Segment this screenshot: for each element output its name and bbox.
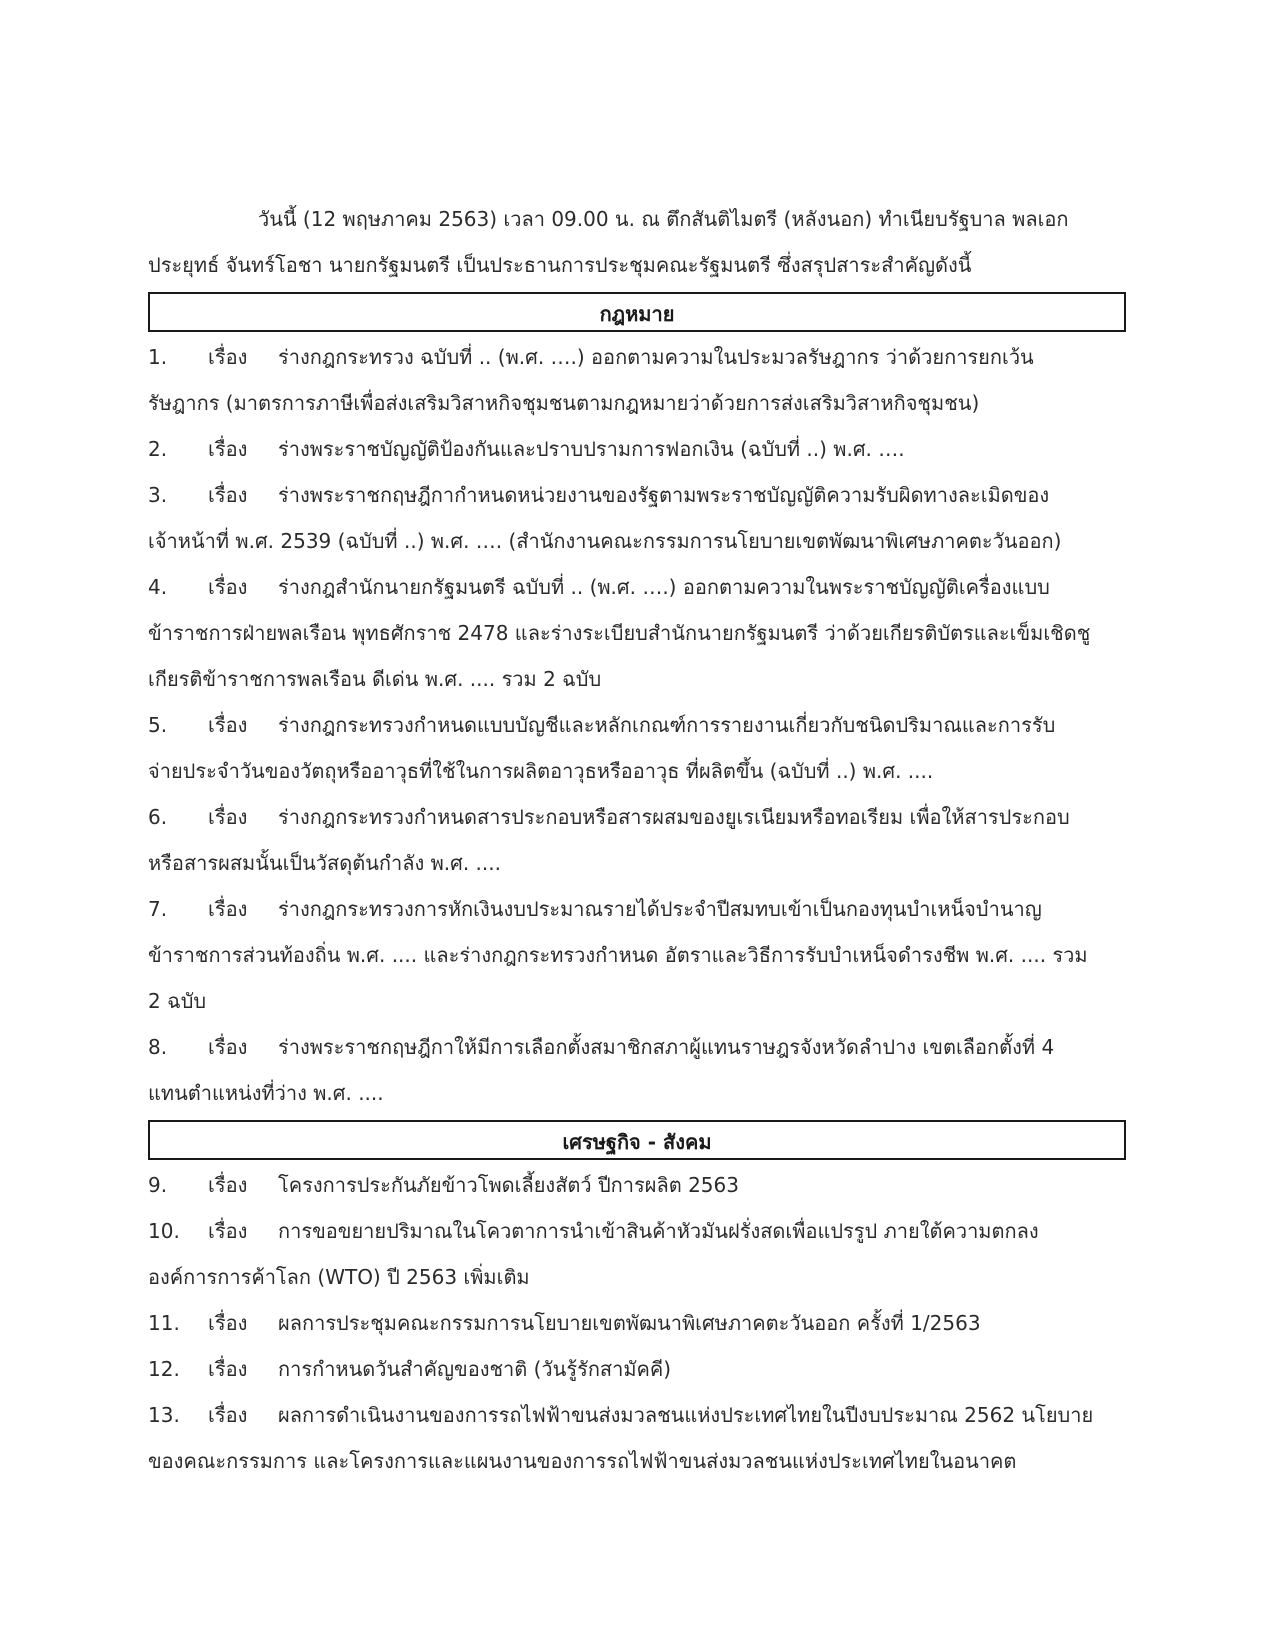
item-title: ร่างพระราชกฤษฎีกากำหนดหน่วยงานของรัฐตามพระราชบัญญัติความรับผิดทางละเมิดของ	[278, 483, 1050, 507]
item-keyword: เรื่อง	[208, 897, 248, 921]
intro-line: วันนี้ (12 พฤษภาคม 2563) เวลา 09.00 น. ณ ตึกสันติไมตรี (หลังนอก) ทำเนียบรัฐบาล พลเอก	[258, 207, 1069, 231]
item-title: การขอขยายปริมาณในโควตาการนำเข้าสินค้าหัวมันฝรั่งสดเพื่อแปรรูป ภายใต้ความตกลง	[278, 1219, 1039, 1243]
item-title: ร่างพระราชบัญญัติป้องกันและปราบปรามการฟอกเงิน (ฉบับที่ ..) พ.ศ. ….	[278, 437, 905, 461]
intro-paragraph	[148, 196, 1126, 288]
agenda-item-line	[148, 1208, 1126, 1254]
document-body	[148, 196, 1126, 1484]
item-keyword: เรื่อง	[208, 483, 248, 507]
section-header: กฎหมาย	[148, 292, 1126, 332]
item-number: 13.	[148, 1403, 180, 1427]
agenda-item-line	[148, 1392, 1126, 1438]
item-keyword: เรื่อง	[208, 805, 248, 829]
item-continuation: รัษฎากร (มาตรการภาษีเพื่อส่งเสริมวิสาหกิจชุมชนตามกฎหมายว่าด้วยการส่งเสริมวิสาหกิจชุมชน)	[148, 391, 980, 415]
item-keyword: เรื่อง	[208, 575, 248, 599]
item-continuation: ข้าราชการส่วนท้องถิ่น พ.ศ. .... และร่างกฎกระทรวงกำหนด อัตราและวิธีการรับบำเหน็จดำรงชีพ พ.ศ. .... รวม	[148, 943, 1088, 967]
agenda-item	[148, 334, 1126, 426]
item-title: ผลการดำเนินงานของการรถไฟฟ้าขนส่งมวลชนแห่งประเทศไทยในปีงบประมาณ 2562 นโยบาย	[278, 1403, 1094, 1427]
item-number: 4.	[148, 575, 168, 599]
agenda-item	[148, 1392, 1126, 1484]
item-number: 7.	[148, 897, 168, 921]
item-title: ร่างกฎกระทรวงกำหนดสารประกอบหรือสารผสมของยูเรเนียมหรือทอเรียม เพื่อให้สารประกอบ	[278, 805, 1070, 829]
agenda-item	[148, 564, 1126, 702]
item-keyword: เรื่อง	[208, 1403, 248, 1427]
item-title: โครงการประกันภัยข้าวโพดเลี้ยงสัตว์ ปีการผลิต 2563	[278, 1173, 739, 1197]
agenda-item	[148, 794, 1126, 886]
item-title: การกำหนดวันสำคัญของชาติ (วันรู้รักสามัคคี)	[278, 1357, 672, 1381]
item-keyword: เรื่อง	[208, 1035, 248, 1059]
agenda-item-line	[148, 564, 1126, 610]
item-continuation: แทนตำแหน่งที่ว่าง พ.ศ. ....	[148, 1081, 384, 1105]
item-title: ร่างกฎกระทรวงกำหนดแบบบัญชีและหลักเกณฑ์การรายงานเกี่ยวกับชนิดปริมาณและการรับ	[278, 713, 1056, 737]
item-continuation: ข้าราชการฝ่ายพลเรือน พุทธศักราช 2478 และร่างระเบียบสำนักนายกรัฐมนตรี ว่าด้วยเกียรติบัตรและเข็มเชิดชู	[148, 621, 1091, 645]
item-continuation: เจ้าหน้าที่ พ.ศ. 2539 (ฉบับที่ ..) พ.ศ. …. (สำนักงานคณะกรรมการนโยบายเขตพัฒนาพิเศษภาคตะวันออก)	[148, 529, 1062, 553]
item-keyword: เรื่อง	[208, 1311, 248, 1335]
item-number: 1.	[148, 345, 168, 369]
agenda-item	[148, 1208, 1126, 1300]
agenda-item	[148, 1346, 1126, 1392]
agenda-item	[148, 702, 1126, 794]
agenda-item	[148, 1300, 1126, 1346]
item-continuation: องค์การการค้าโลก (WTO) ปี 2563 เพิ่มเติม	[148, 1265, 530, 1289]
agenda-item	[148, 472, 1126, 564]
agenda-item-line	[148, 1300, 1126, 1346]
intro-line: ประยุทธ์ จันทร์โอชา นายกรัฐมนตรี เป็นประธานการประชุมคณะรัฐมนตรี ซึ่งสรุปสาระสำคัญดังนี้	[148, 253, 972, 277]
agenda-item-line	[148, 1162, 1126, 1208]
item-number: 2.	[148, 437, 168, 461]
item-keyword: เรื่อง	[208, 1219, 248, 1243]
item-title: ร่างกฎกระทรวงการหักเงินงบประมาณรายได้ประจำปีสมทบเข้าเป็นกองทุนบำเหน็จบำนาญ	[278, 897, 1042, 921]
item-keyword: เรื่อง	[208, 1173, 248, 1197]
item-keyword: เรื่อง	[208, 345, 248, 369]
agenda-sections	[148, 292, 1126, 1484]
agenda-item-line	[148, 1346, 1126, 1392]
item-number: 6.	[148, 805, 168, 829]
agenda-item-line	[148, 886, 1126, 932]
item-continuation: 2 ฉบับ	[148, 989, 207, 1013]
item-keyword: เรื่อง	[208, 1357, 248, 1381]
agenda-item-line	[148, 334, 1126, 380]
item-number: 12.	[148, 1357, 180, 1381]
item-keyword: เรื่อง	[208, 713, 248, 737]
agenda-item	[148, 1024, 1126, 1116]
item-number: 10.	[148, 1219, 180, 1243]
item-title: ร่างกฎกระทรวง ฉบับที่ .. (พ.ศ. ….) ออกตามความในประมวลรัษฎากร ว่าด้วยการยกเว้น	[278, 345, 1034, 369]
agenda-item-line	[148, 472, 1126, 518]
item-continuation: เกียรติข้าราชการพลเรือน ดีเด่น พ.ศ. .... รวม 2 ฉบับ	[148, 667, 602, 691]
agenda-item	[148, 886, 1126, 1024]
agenda-item-line	[148, 426, 1126, 472]
item-title: ร่างพระราชกฤษฎีกาให้มีการเลือกตั้งสมาชิกสภาผู้แทนราษฎรจังหวัดลำปาง เขตเลือกตั้งที่ 4	[278, 1035, 1055, 1059]
agenda-item	[148, 1162, 1126, 1208]
section-header: เศรษฐกิจ - สังคม	[148, 1120, 1126, 1160]
agenda-item-line	[148, 1024, 1126, 1070]
item-continuation: จ่ายประจำวันของวัตถุหรืออาวุธที่ใช้ในการผลิตอาวุธหรืออาวุธ ที่ผลิตขึ้น (ฉบับที่ ..) พ.ศ. ....	[148, 759, 934, 783]
item-title: ผลการประชุมคณะกรรมการนโยบายเขตพัฒนาพิเศษภาคตะวันออก ครั้งที่ 1/2563	[278, 1311, 981, 1335]
agenda-item-line	[148, 702, 1126, 748]
item-continuation: หรือสารผสมนั้นเป็นวัสดุต้นกำลัง พ.ศ. ....	[148, 851, 501, 875]
agenda-item	[148, 426, 1126, 472]
item-number: 5.	[148, 713, 168, 737]
item-keyword: เรื่อง	[208, 437, 248, 461]
item-number: 9.	[148, 1173, 168, 1197]
item-number: 8.	[148, 1035, 168, 1059]
agenda-item-line	[148, 794, 1126, 840]
item-continuation: ของคณะกรรมการ และโครงการและแผนงานของการรถไฟฟ้าขนส่งมวลชนแห่งประเทศไทยในอนาคต	[148, 1449, 1017, 1473]
item-title: ร่างกฎสำนักนายกรัฐมนตรี ฉบับที่ .. (พ.ศ. ….) ออกตามความในพระราชบัญญัติเครื่องแบบ	[278, 575, 1050, 599]
item-number: 11.	[148, 1311, 180, 1335]
item-number: 3.	[148, 483, 168, 507]
